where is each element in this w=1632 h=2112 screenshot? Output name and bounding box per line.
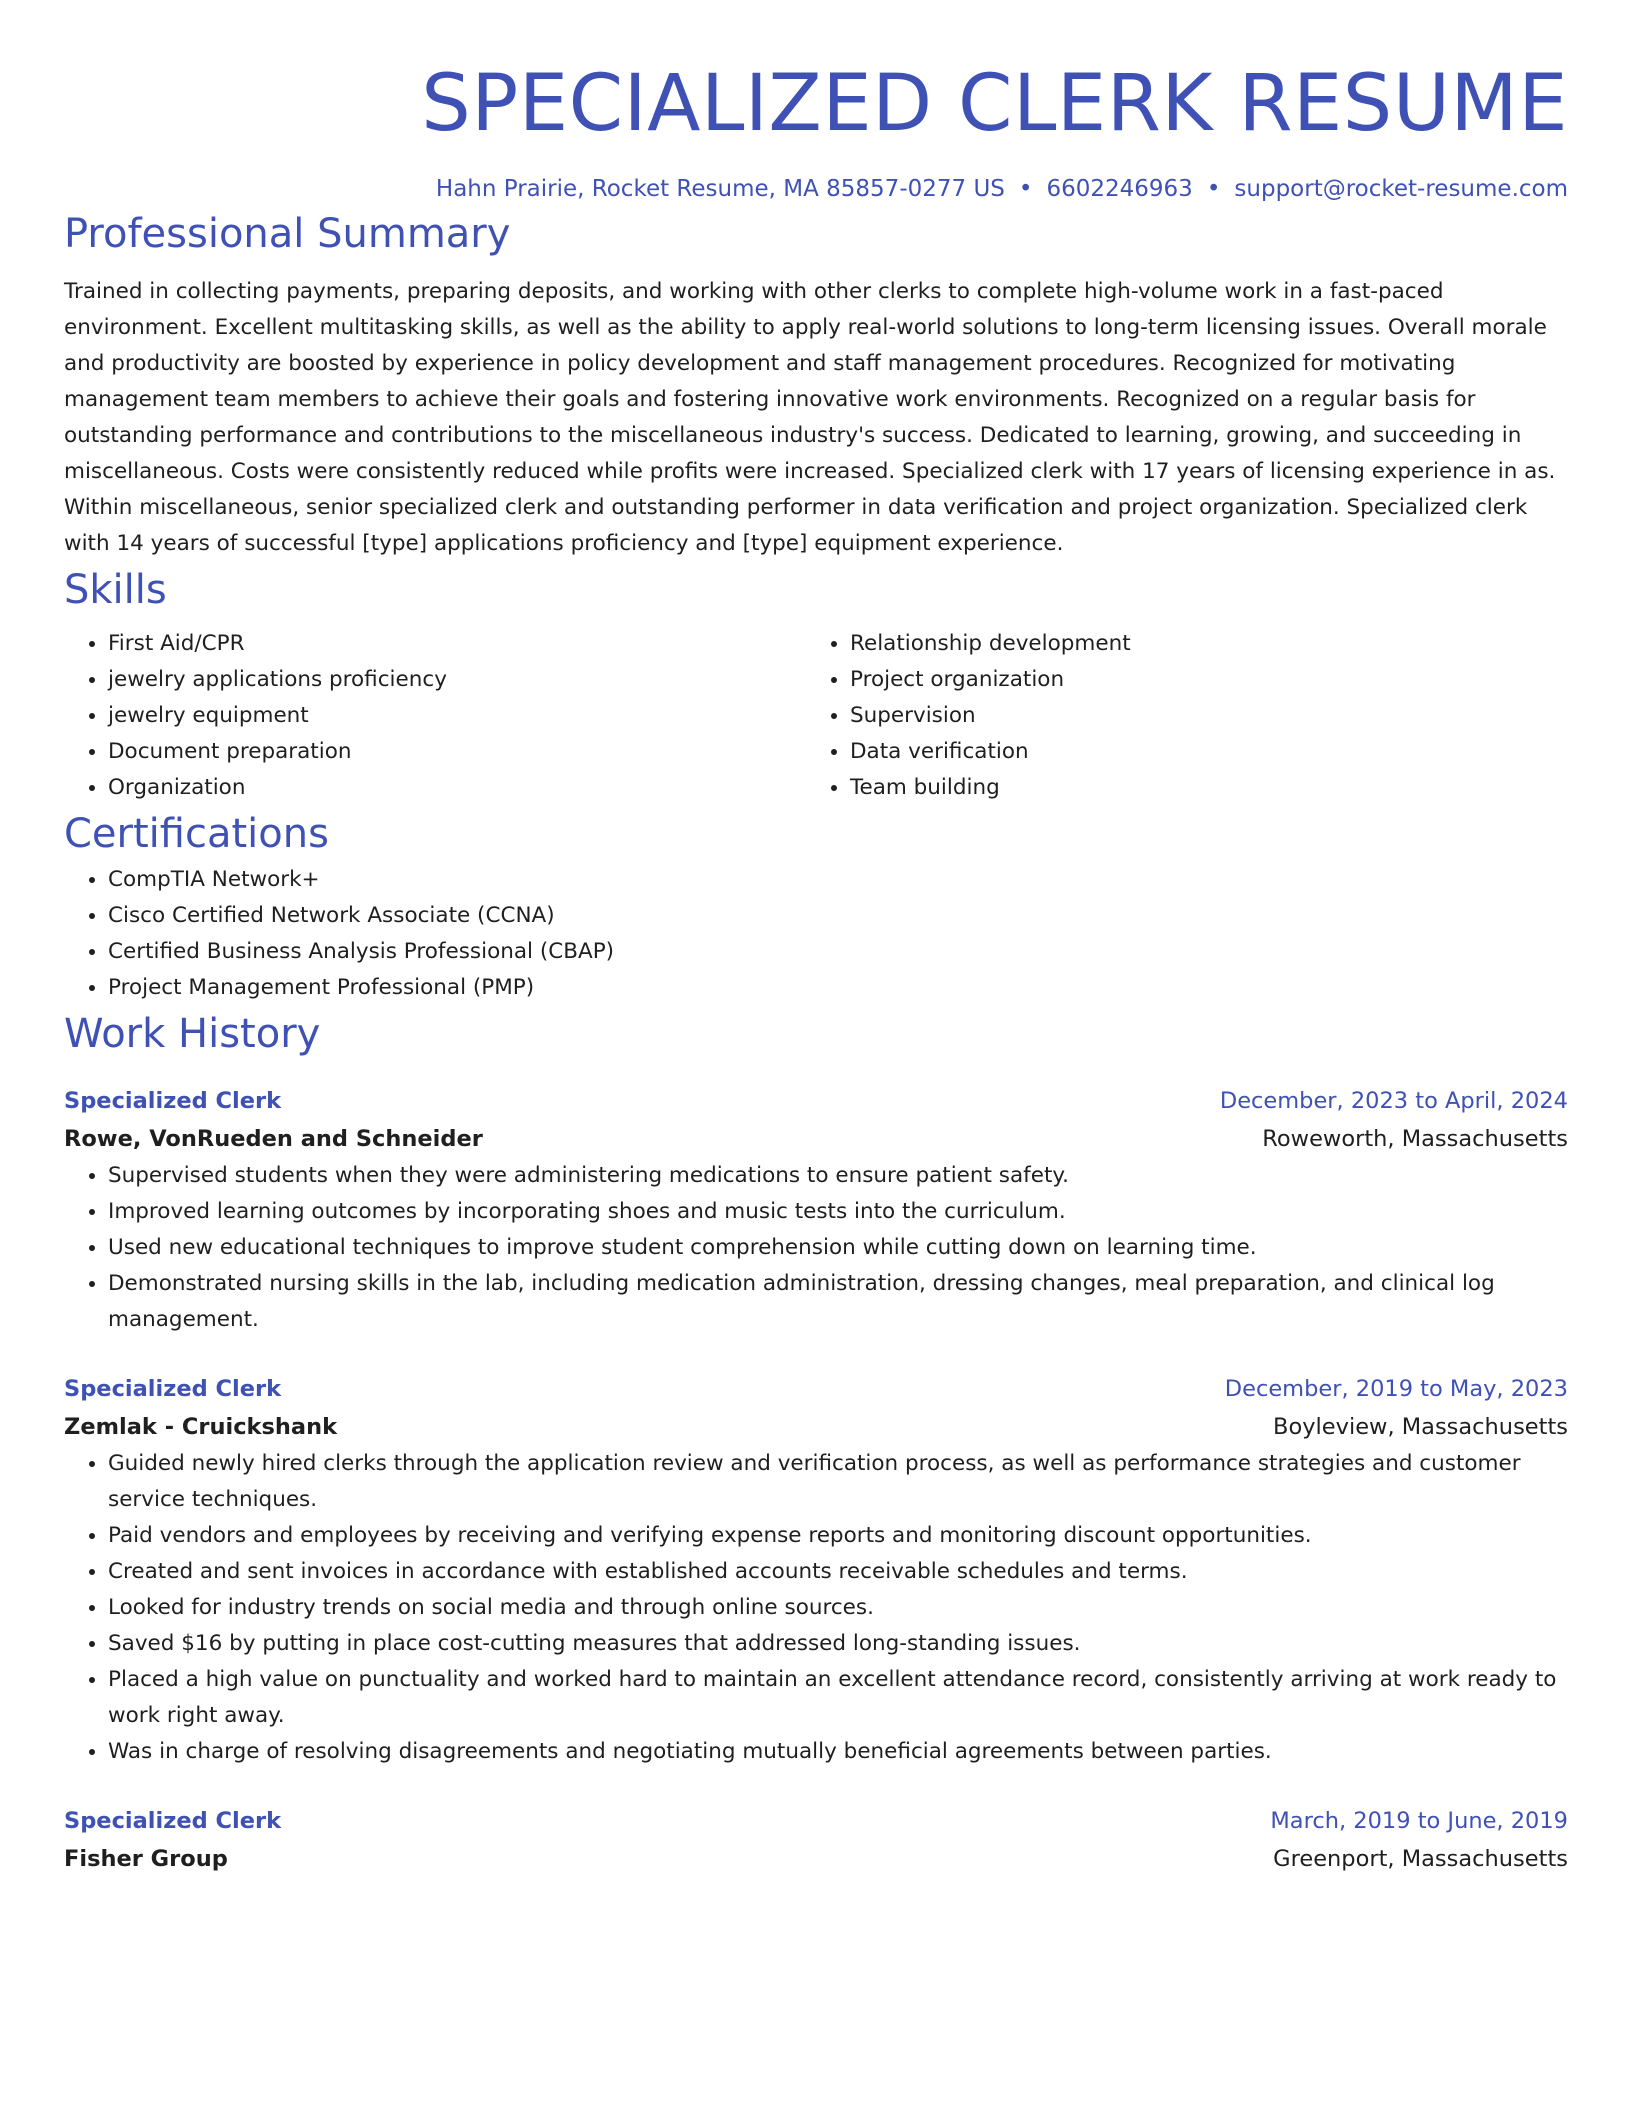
certifications-list	[64, 862, 1568, 1006]
job-bullet: • Was in charge of resolving disagreements and negotiating mutually beneficial agreements between parties.	[108, 1734, 1568, 1770]
job-dates: December, 2019 to May, 2023	[1224, 1376, 1568, 1402]
contact-address: Hahn Prairie, Rocket Resume, MA 85857-0277 US	[435, 176, 1005, 202]
work-history-heading: Work History	[64, 1011, 321, 1057]
job-bullet: • Guided newly hired clerks through the application review and verification process, as well as performance strategies and customer service techniques.	[108, 1446, 1568, 1518]
job-bullet: • Used new educational techniques to improve student comprehension while cutting down on learning time.	[108, 1230, 1568, 1266]
contact-email[interactable]: support@rocket-resume.com	[1234, 176, 1568, 202]
job-location: Roweworth, Massachusetts	[1262, 1126, 1568, 1152]
job-bullet: • Saved $16 by putting in place cost-cutting measures that addressed long-standing issues.	[108, 1626, 1568, 1662]
job-bullet: • Paid vendors and employees by receiving and verifying expense reports and monitoring discount opportunities.	[108, 1518, 1568, 1554]
skills-list-left	[64, 626, 806, 806]
summary-heading: Professional Summary	[64, 211, 511, 257]
job-company-row	[64, 1408, 1568, 1446]
skill-item: • jewelry equipment	[108, 698, 806, 734]
skills-list-right	[806, 626, 1548, 806]
resume-page	[64, 0, 1568, 1878]
skills-grid	[64, 626, 1568, 806]
job-title: Specialized Clerk	[64, 1088, 282, 1114]
job-entry	[64, 1802, 1568, 1878]
job-dates: March, 2019 to June, 2019	[1270, 1808, 1568, 1834]
skill-item: • Organization	[108, 770, 806, 806]
contact-phone: 6602246963	[1046, 176, 1193, 202]
job-company: Zemlak - Cruickshank	[64, 1414, 338, 1440]
job-title: Specialized Clerk	[64, 1376, 282, 1402]
job-company-row	[64, 1840, 1568, 1878]
skill-item: • Team building	[850, 770, 1548, 806]
skill-item: • Data verification	[850, 734, 1548, 770]
contact-separator: •	[1018, 176, 1033, 202]
job-bullets	[64, 1446, 1568, 1770]
contact-line	[64, 172, 1568, 206]
job-title-row	[64, 1802, 1568, 1840]
certification-item: • Certified Business Analysis Professional (CBAP)	[108, 934, 1568, 970]
skills-heading: Skills	[64, 567, 167, 613]
resume-name: SPECIALIZED CLERK RESUME	[421, 59, 1568, 149]
job-entry	[64, 1370, 1568, 1770]
job-dates: December, 2023 to April, 2024	[1219, 1088, 1568, 1114]
certification-item: • Project Management Professional (PMP)	[108, 970, 1568, 1006]
job-location: Boyleview, Massachusetts	[1273, 1414, 1568, 1440]
skill-item: • jewelry applications proficiency	[108, 662, 806, 698]
skill-item: • Relationship development	[850, 626, 1548, 662]
contact-separator: •	[1206, 176, 1221, 202]
skill-item: • Project organization	[850, 662, 1548, 698]
job-company-row	[64, 1120, 1568, 1158]
skill-item: • First Aid/CPR	[108, 626, 806, 662]
skill-item: • Document preparation	[108, 734, 806, 770]
skill-item: • Supervision	[850, 698, 1548, 734]
certification-item: • CompTIA Network+	[108, 862, 1568, 898]
job-bullet: • Demonstrated nursing skills in the lab, including medication administration, dressing changes, meal preparation, and clinical log management.	[108, 1266, 1568, 1338]
job-company: Rowe, VonRueden and Schneider	[64, 1126, 483, 1152]
job-title-row	[64, 1370, 1568, 1408]
job-bullet: • Placed a high value on punctuality and worked hard to maintain an excellent attendance record, consistently arriving at work ready to work right away.	[108, 1662, 1568, 1734]
job-bullet: • Improved learning outcomes by incorporating shoes and music tests into the curriculum.	[108, 1194, 1568, 1230]
job-title-row	[64, 1082, 1568, 1120]
certification-item: • Cisco Certified Network Associate (CCNA)	[108, 898, 1568, 934]
job-bullets	[64, 1158, 1568, 1338]
certifications-heading: Certifications	[64, 811, 329, 857]
job-company: Fisher Group	[64, 1846, 228, 1872]
job-bullet: • Supervised students when they were administering medications to ensure patient safety.	[108, 1158, 1568, 1194]
summary-text: Trained in collecting payments, preparing deposits, and working with other clerks to complete high-volume work in a fast-paced environment. Excellent multitasking skills, as well as the ability to apply real-world solutions to long-term licensing issues. Overall morale and productivity are boosted by experience in policy development and staff management procedures. Recognized for motivating management team members to achieve their goals and fostering innovative work environments. Recognized on a regular basis for outstanding performance and contributions to the miscellaneous industry's success. Dedicated to learning, growing, and succeeding in miscellaneous. Costs were consistently reduced while profits were increased. Specialized clerk with 17 years of licensing experience in as. Within miscellaneous, senior specialized clerk and outstanding performer in data verification and project organization. Specialized clerk with 14 years of successful [type] applications proficiency and [type] equipment experience.	[64, 279, 1556, 556]
job-title: Specialized Clerk	[64, 1808, 282, 1834]
resume-header	[64, 56, 1568, 206]
job-bullet: • Looked for industry trends on social media and through online sources.	[108, 1590, 1568, 1626]
job-bullet: • Created and sent invoices in accordance with established accounts receivable schedules and terms.	[108, 1554, 1568, 1590]
job-location: Greenport, Massachusetts	[1273, 1846, 1568, 1872]
job-entry	[64, 1082, 1568, 1338]
